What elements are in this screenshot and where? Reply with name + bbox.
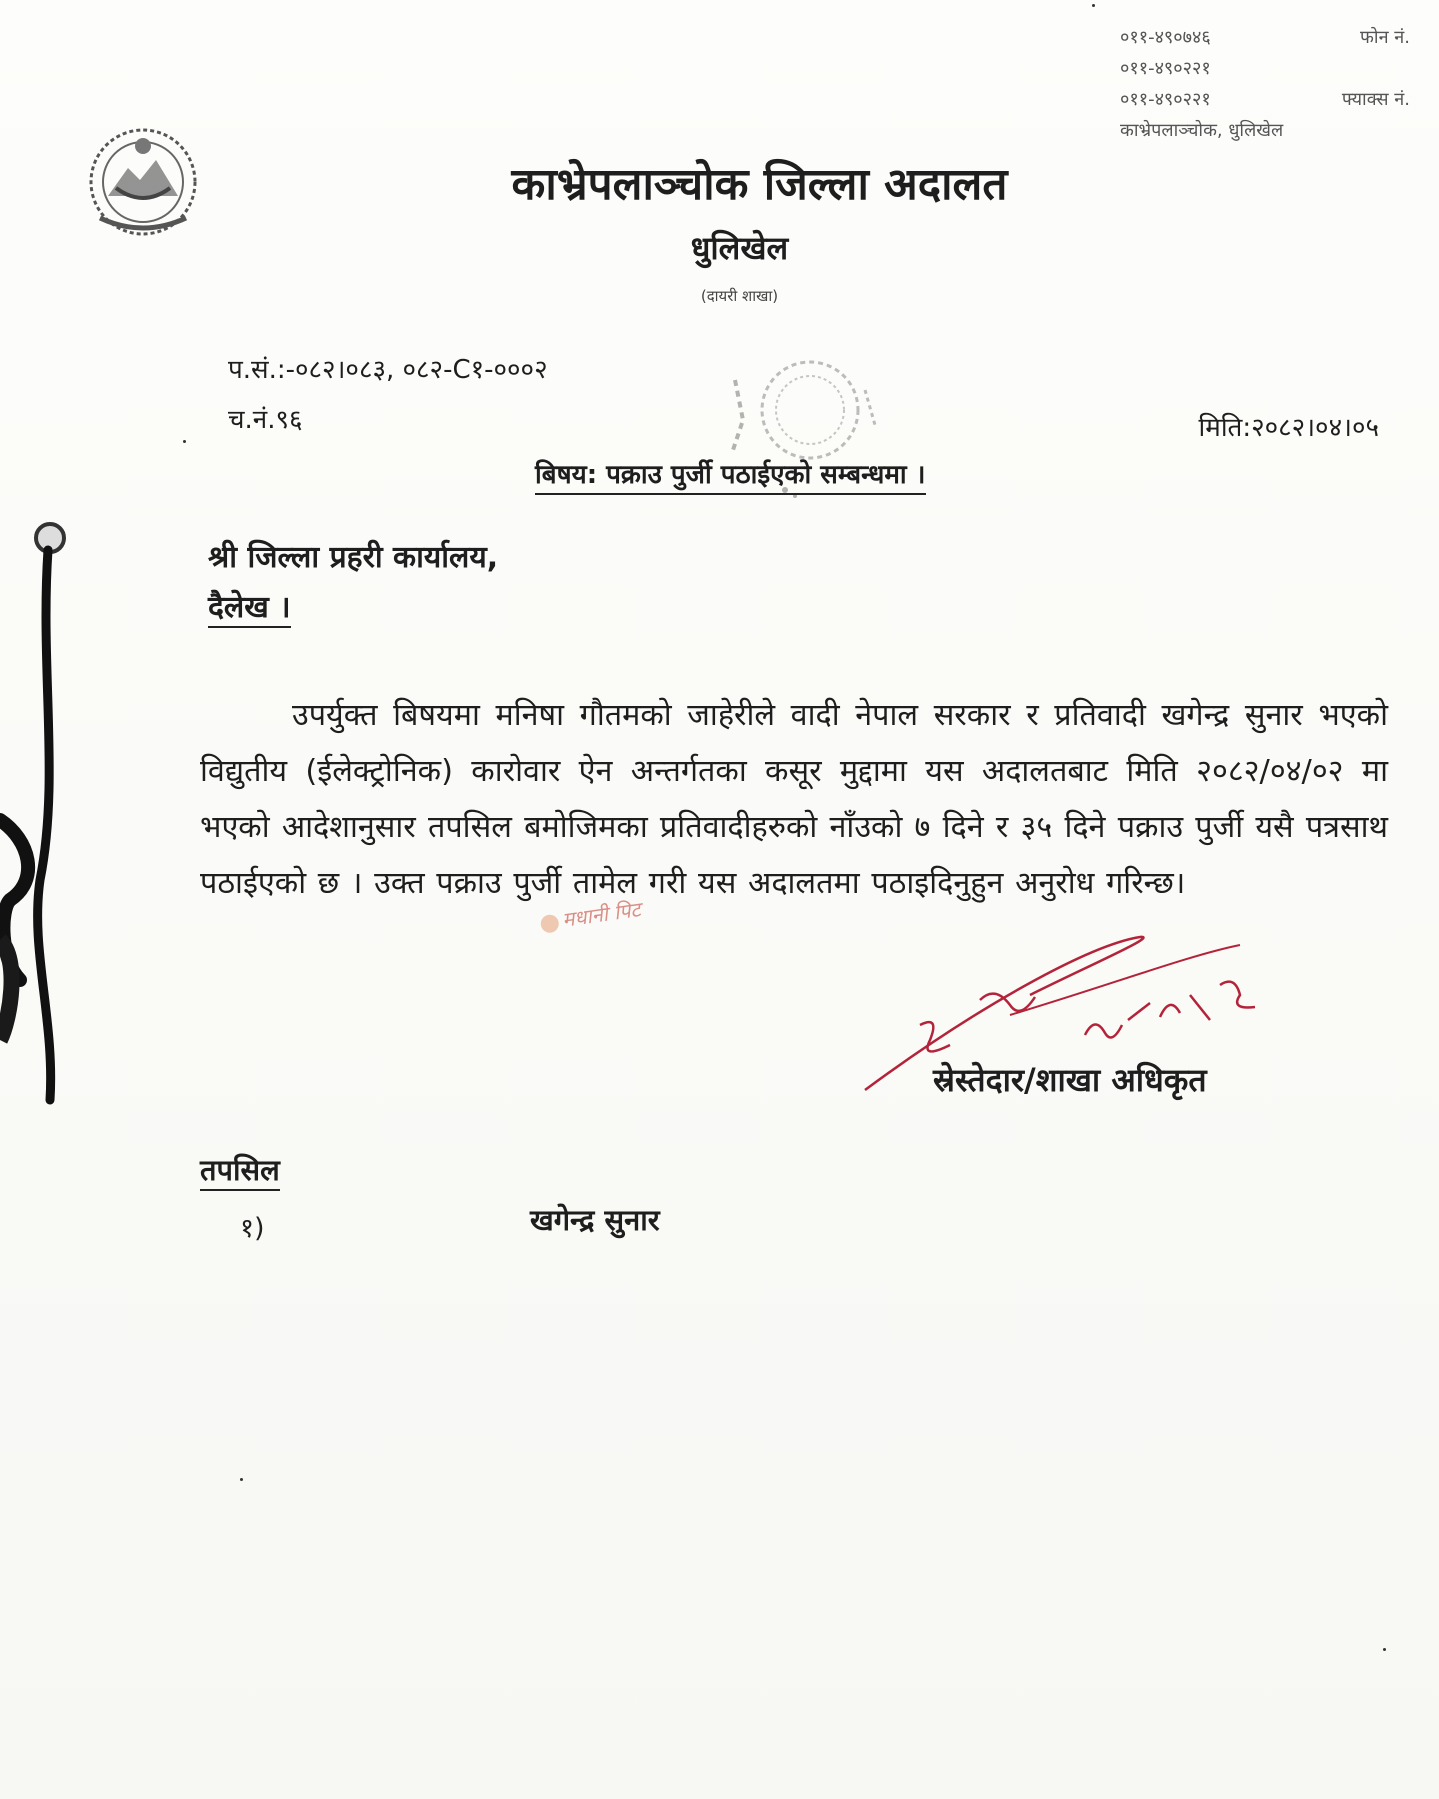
court-location: धुलिखेल [690, 229, 789, 267]
binding-thread-icon [0, 520, 80, 1120]
recipient-office: श्री जिल्ला प्रहरी कार्यालय, [208, 540, 499, 575]
fax-label: फ्याक्स नं. [1341, 89, 1410, 110]
paper-speck [183, 440, 186, 443]
watermark-logo-icon [540, 913, 560, 933]
court-branch: (दायरी शाखा) [700, 287, 779, 305]
recipient-location: दैलेख । [208, 585, 291, 628]
signatory-title: स्रेस्तेदार/शाखा अधिकृत [933, 1061, 1207, 1099]
address-row [1120, 115, 1420, 146]
phone-label: फोन नं. [1360, 27, 1410, 48]
schedule-item-name: खगेन्द्र सुनार [530, 1203, 660, 1237]
letter-date: मिति:२०८२।०४।०५ [1198, 413, 1379, 443]
watermark-text: मधानी पिट [560, 897, 642, 932]
dispatch-number: च.नं.९६ [228, 405, 303, 435]
letter-body: उपर्युक्त बिषयमा मनिषा गौतमको जाहेरीले वादी नेपाल सरकार र प्रतिवादी खगेन्द्र सुनार भएको विद्युतीय (ईलेक्ट्रोनिक) कारोवार ऐन अन्तर्गतका कसूर मुद्दामा यस अदालतबाट मिति २०८२/०४/०२ मा भएको आदेशानुसार तपसिल बमोजिमका प्रतिवादीहरुको नाँउको ७ दिने र ३५ दिने पक्राउ पुर्जी यसै पत्रसाथ पठाईएको छ । उक्त पक्राउ पुर्जी तामेल गरी यस अदालतमा पठाइदिनुहुन अनुरोध गरिन्छ। [200, 698, 1388, 901]
reference-number: प.सं.:-०८२।०८३, ०८२-C१-०००२ [228, 355, 548, 385]
contact-block [1120, 22, 1420, 146]
schedule-title: तपसिल [200, 1150, 280, 1191]
paper-speck [240, 1478, 243, 1481]
address-text: काभ्रेपलाञ्चोक, धुलिखेल [1120, 120, 1284, 141]
schedule-item-number: १) [240, 1213, 265, 1244]
phone-number: ०११-४९०७४६ [1120, 27, 1211, 48]
phone-number-2: ०११-४९०२२१ [1120, 58, 1211, 79]
paper-speck [1383, 1648, 1386, 1651]
court-name: काभ्रेपलाञ्चोक जिल्ला अदालत [511, 159, 1008, 210]
fax-number: ०११-४९०२२१ [1120, 89, 1211, 110]
phone-row [1120, 22, 1420, 53]
fax-row [1120, 84, 1420, 115]
phone-row-2 [1120, 53, 1420, 84]
letter-subject: बिषय: पक्राउ पुर्जी पठाईएको सम्बन्धमा । [535, 455, 926, 495]
paper-speck [1092, 4, 1095, 7]
